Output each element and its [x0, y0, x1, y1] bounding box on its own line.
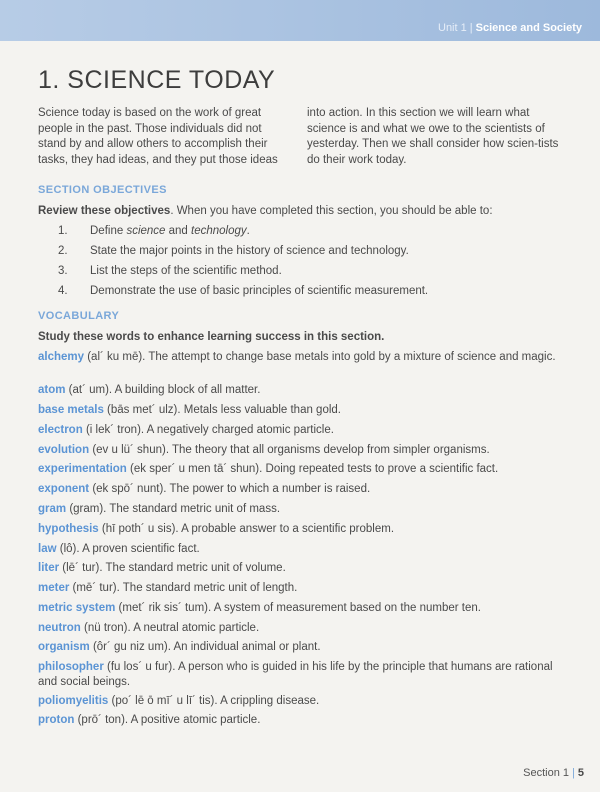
vocab-term: law: [38, 543, 57, 555]
vocab-entry-electron: [38, 423, 568, 438]
vocab-term: evolution: [38, 444, 90, 456]
objective-term-technology: technology: [191, 225, 247, 237]
vocab-entry-liter: [38, 561, 568, 576]
vocab-term: base metals: [38, 404, 104, 416]
vocab-term: atom: [38, 384, 66, 396]
objective-text-mid: and: [165, 225, 192, 237]
vocab-entry-experimentation: [38, 462, 568, 477]
unit-label: [438, 22, 582, 34]
objectives-lead: [38, 205, 493, 217]
vocab-term: liter: [38, 562, 60, 574]
vocab-entry-hypothesis: [38, 522, 568, 537]
vocab-entry-evolution: [38, 443, 568, 458]
unit-topic: Science and Society: [475, 22, 582, 34]
vocab-term: organism: [38, 641, 90, 653]
objective-text: List the steps of the scientific method.: [90, 265, 282, 277]
objective-term-science: science: [126, 225, 166, 237]
objective-item: [58, 265, 282, 277]
vocab-entry-base-metals: [38, 403, 568, 418]
vocab-definition: (hī poth´ u sis). A probable answer to a scientific problem.: [98, 523, 395, 535]
objective-text: State the major points in the history of science and technology.: [90, 245, 409, 257]
vocab-entry-proton: [38, 713, 568, 728]
vocab-entry-philosopher: [38, 660, 568, 690]
vocab-term: meter: [38, 582, 70, 594]
vocab-definition: (lô). A proven scientific fact.: [56, 543, 200, 555]
objective-item: [58, 225, 250, 237]
vocab-definition: (ek sper´ u men tā´ shun). Doing repeated tests to prove a scientific fact.: [126, 463, 499, 475]
vocab-term: metric system: [38, 602, 116, 614]
vocab-entry-alchemy: [38, 350, 568, 365]
objective-item: [58, 245, 409, 257]
vocab-term: electron: [38, 424, 83, 436]
vocab-term: gram: [38, 503, 67, 515]
page-footer: [523, 767, 584, 779]
vocab-definition: (po´ lē ō mī´ u lī´ tis). A crippling disease.: [108, 695, 320, 707]
page-number: 5: [577, 767, 584, 779]
objective-text: Define: [90, 225, 127, 237]
objective-number: 2.: [58, 245, 68, 257]
section-label: Section 1: [523, 767, 570, 779]
vocab-definition: (ev u lü´ shun). The theory that all organisms develop from simpler organisms.: [89, 444, 490, 456]
objective-number: 3.: [58, 265, 68, 277]
vocab-term: hypothesis: [38, 523, 99, 535]
vocab-definition: (mē´ tur). The standard metric unit of length.: [69, 582, 298, 594]
vocab-definition: (gram). The standard metric unit of mass.: [66, 503, 281, 515]
vocab-entry-atom: [38, 383, 568, 398]
objectives-lead-bold: Review these objectives: [38, 205, 171, 217]
intro-paragraph-right: into action. In this section we will learn what science is and what we owe to the scientists of yesterday. Then we shall consider how scien-tists do their work today.: [307, 107, 559, 166]
vocab-term: experimentation: [38, 463, 127, 475]
vocab-definition: (bās met´ ulz). Metals less valuable than gold.: [103, 404, 341, 416]
vocab-definition: (met´ rik sis´ tum). A system of measurement based on the number ten.: [115, 602, 481, 614]
objectives-lead-rest: . When you have completed this section, you should be able to:: [170, 205, 493, 217]
header-banner: [0, 0, 600, 41]
vocab-definition: (at´ um). A building block of all matter.: [65, 384, 261, 396]
objective-text-end: .: [246, 225, 250, 237]
vocab-entry-metric-system: [38, 601, 568, 616]
vocab-term: neutron: [38, 622, 81, 634]
vocab-term: alchemy: [38, 351, 85, 363]
vocab-definition: (i lek´ tron). A negatively charged atomic particle.: [82, 424, 334, 436]
vocab-entry-organism: [38, 640, 568, 655]
vocab-term: philosopher: [38, 661, 104, 673]
page-title: 1. SCIENCE TODAY: [38, 66, 276, 94]
objective-item: [58, 285, 428, 297]
objective-text: Demonstrate the use of basic principles of scientific measurement.: [90, 285, 429, 297]
vocab-term: proton: [38, 714, 75, 726]
vocab-term: poliomyelitis: [38, 695, 109, 707]
vocab-entry-poliomyelitis: [38, 694, 568, 709]
objective-number: 4.: [58, 285, 68, 297]
vocab-entry-neutron: [38, 621, 568, 636]
vocab-definition: (al´ ku mē). The attempt to change base metals into gold by a mixture of science and magic.: [84, 351, 556, 363]
vocab-definition: (prō´ ton). A positive atomic particle.: [74, 714, 261, 726]
section-objectives-heading: SECTION OBJECTIVES: [38, 184, 167, 196]
vocab-entry-meter: [38, 581, 568, 596]
vocab-definition: (lē´ tur). The standard metric unit of volume.: [59, 562, 286, 574]
intro-paragraph-left: Science today is based on the work of great people in the past. Those individuals did not stand by and allow others to accomplish their tasks, they had ideas, and they put those ideas: [38, 107, 278, 166]
vocab-definition: (ek spō´ nunt). The power to which a number is raised.: [89, 483, 371, 495]
vocabulary-heading: VOCABULARY: [38, 310, 120, 322]
objective-number: 1.: [58, 225, 68, 237]
vocab-entry-exponent: [38, 482, 568, 497]
vocabulary-lead: Study these words to enhance learning success in this section.: [38, 331, 385, 343]
vocab-definition: (fu los´ u fur). A person who is guided in his life by the principle that humans are rational and social beings.: [38, 661, 553, 688]
vocab-definition: (nü tron). A neutral atomic particle.: [80, 622, 260, 634]
footer-separator: |: [572, 767, 575, 779]
vocab-term: exponent: [38, 483, 90, 495]
header-separator: |: [469, 22, 473, 34]
vocab-entry-law: [38, 542, 568, 557]
vocab-entry-gram: [38, 502, 568, 517]
vocab-definition: (ôr´ gu niz um). An individual animal or plant.: [89, 641, 321, 653]
unit-number: Unit 1: [438, 22, 467, 34]
